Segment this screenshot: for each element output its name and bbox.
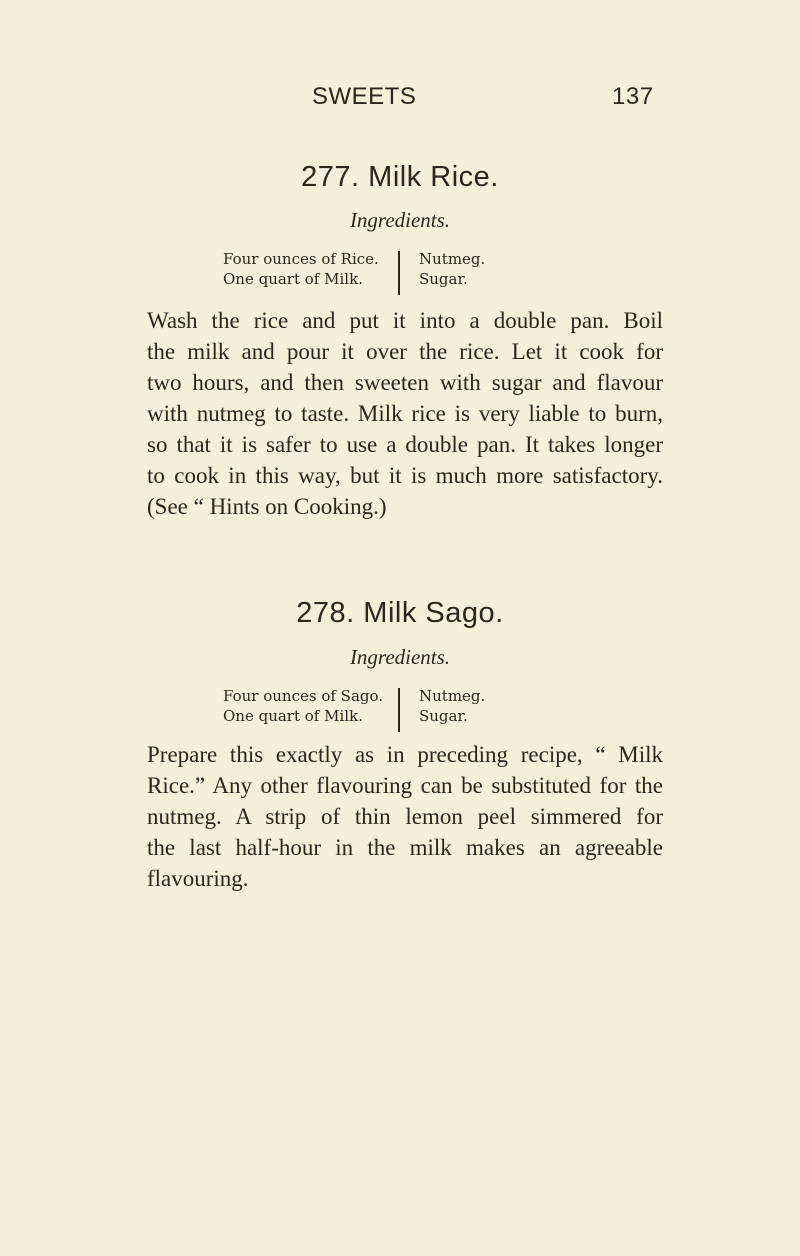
ingredients-table	[0, 686, 800, 736]
ingredients-right-column	[419, 686, 485, 726]
ingredient-item: One quart of Milk.	[223, 707, 363, 725]
recipe-title: 278. Milk Sago.	[296, 597, 504, 629]
instruction-line: Rice.” Any other flavouring can be substituted for the	[147, 773, 663, 798]
ingredients-left-column	[223, 249, 379, 289]
section-title: SWEETS	[312, 83, 417, 110]
recipe-instructions	[147, 739, 663, 894]
ingredients-heading: Ingredients.	[349, 645, 451, 669]
instruction-line: two hours, and then sweeten with sugar and flavour	[147, 370, 663, 395]
ingredient-item: Nutmeg.	[419, 250, 486, 268]
ingredient-item: Nutmeg.	[419, 687, 486, 705]
ingredients-table	[0, 249, 800, 299]
instruction-line: the milk and pour it over the rice. Let it cook for	[147, 339, 663, 364]
instruction-line: flavouring.	[147, 866, 249, 891]
ingredients-left-column	[223, 686, 383, 726]
instruction-line: the last half-hour in the milk makes an agreeable	[147, 835, 663, 860]
page-number: 137	[612, 83, 654, 110]
recipe-title: 277. Milk Rice.	[301, 161, 499, 193]
ingredient-item: One quart of Milk.	[223, 270, 363, 288]
instruction-line: Wash the rice and put it into a double pan. Boil	[147, 308, 663, 333]
ingredients-heading: Ingredients.	[349, 208, 451, 232]
instruction-line: to cook in this way, but it is much more satisfactory.	[147, 463, 663, 488]
ingredient-item: Four ounces of Rice.	[223, 250, 379, 268]
ingredients-right-column	[419, 249, 485, 289]
instruction-line: so that it is safer to use a double pan. It takes longer	[147, 432, 663, 457]
ingredient-item: Four ounces of Sago.	[223, 687, 384, 705]
instruction-line: with nutmeg to taste. Milk rice is very liable to burn,	[147, 401, 663, 426]
recipe-instructions	[147, 305, 663, 522]
ingredients-divider	[398, 251, 400, 295]
ingredient-item: Sugar.	[419, 270, 468, 288]
instruction-line: nutmeg. A strip of thin lemon peel simmered for	[147, 804, 663, 829]
ingredients-divider	[398, 688, 400, 732]
ingredient-item: Sugar.	[419, 707, 468, 725]
instruction-line: Prepare this exactly as in preceding recipe, “ Milk	[147, 742, 663, 767]
running-head	[0, 83, 800, 113]
instruction-line: (See “ Hints on Cooking.)	[147, 494, 387, 519]
